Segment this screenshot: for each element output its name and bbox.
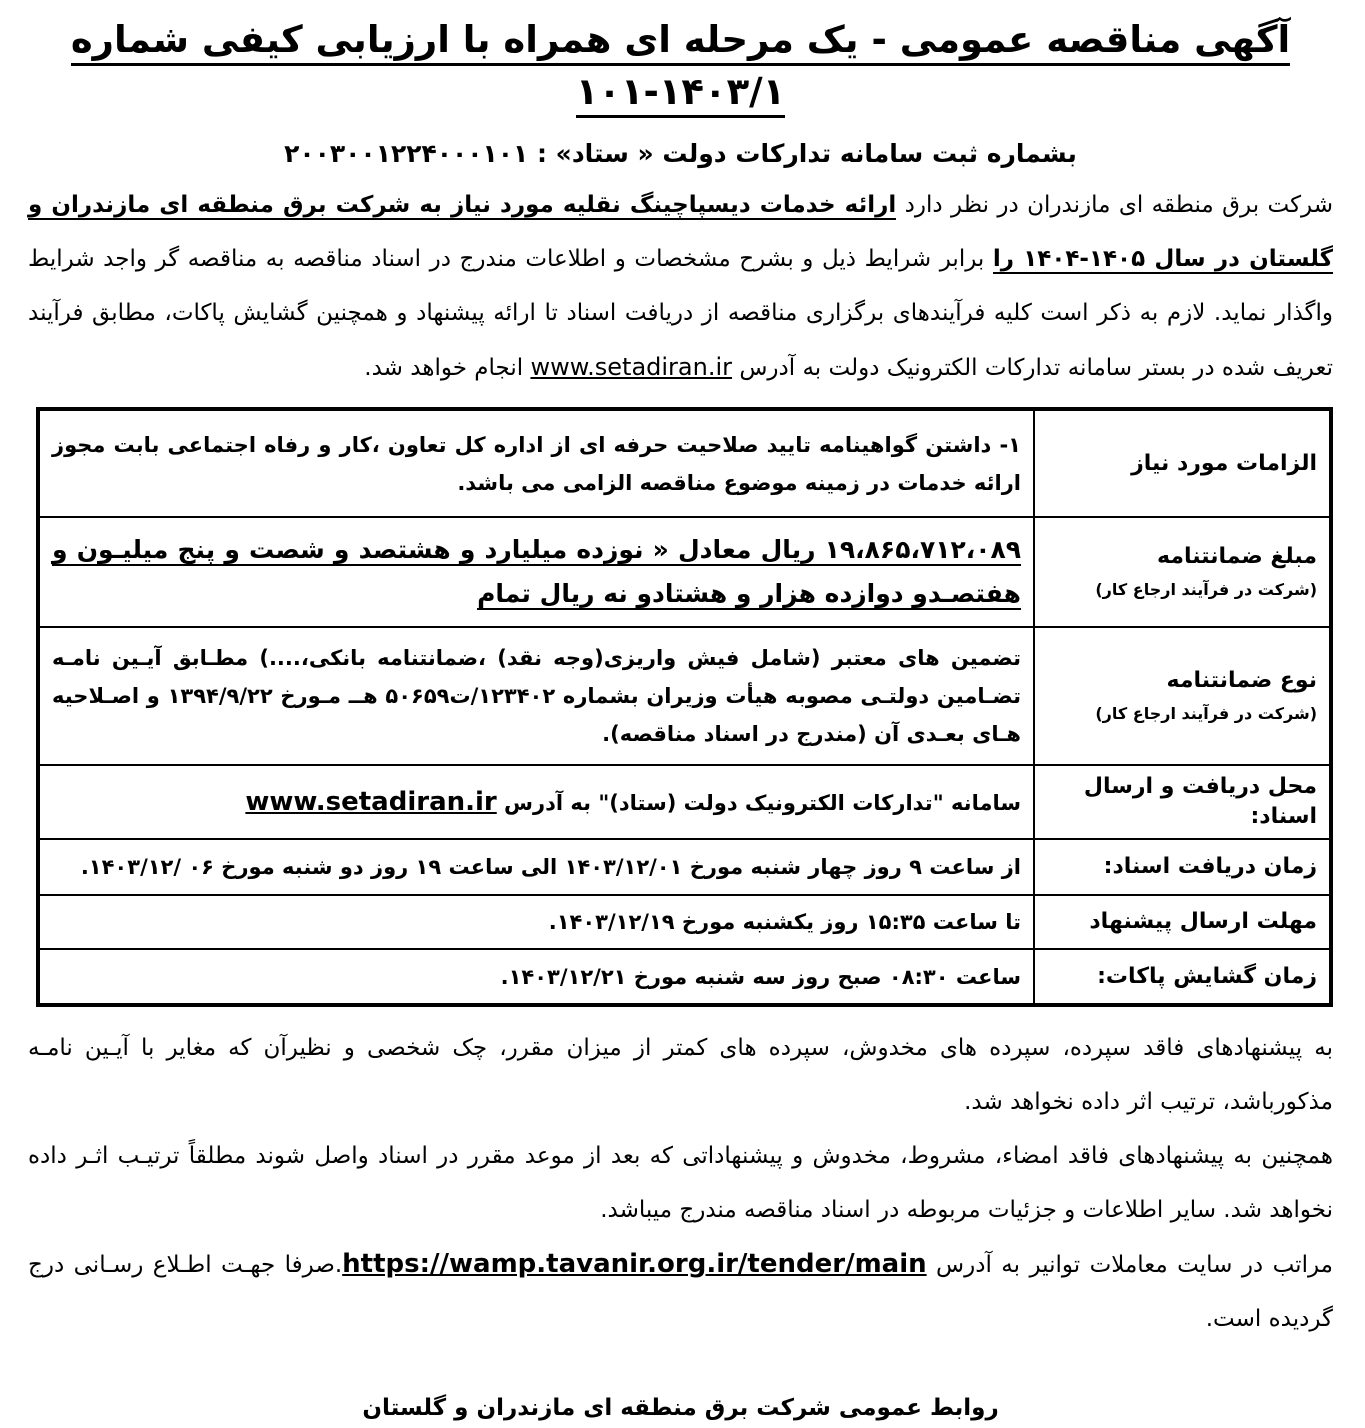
table-row (38, 409, 1331, 517)
submission-deadline-value: تا ساعت ۱۵:۳۵ روز یکشنبه مورخ ۱۴۰۳/۱۲/۱۹. (38, 895, 1034, 949)
documents-location-value: سامانه "تدارکات الکترونیک دولت (ستاد)" به آدرس www.setadiran.ir (38, 765, 1034, 839)
intro-text-cont: برابر شرایط ذیل و بشرح مشخصات و اطلاعات مندرج در اسناد مناقصه به مناقصه گر واجد شرایط واگذار نماید. لازم به ذکر است کلیه فرآیندهای برگزاری مناقصه از دریافت اسناد تا ارائه پیشنهاد و همچنین گشایش پاکات، مطابق فرآیند تعریف شده در بستر سامانه تدارکات الکترونیک دولت به آدرس (28, 246, 1333, 381)
footer-signature: روابط عمومی شرکت برق منطقه ای مازندران و گلستان (362, 1395, 999, 1421)
intro-paragraph (28, 178, 1333, 395)
table-row (38, 517, 1331, 627)
tavanir-note: مراتب در سایت معاملات توانیر به آدرس https://wamp.tavanir.org.ir/tender/main.صرفا جهـت اطـلاع رسـانی درج گردیده است. (28, 1249, 1333, 1332)
registration-number: بشماره ثبت سامانه تدارکات دولت « ستاد» : ۲۰۰۳۰۰۱۲۲۴۰۰۰۱۰۱ (284, 139, 1077, 168)
opening-time-value: ساعت ۰۸:۳۰ صبح روز سه شنبه مورخ ۱۴۰۳/۱۲/۲۱. (38, 949, 1034, 1005)
table-row (38, 627, 1331, 765)
submission-deadline-label: مهلت ارسال پیشنهاد (1034, 895, 1331, 949)
guarantee-type-label: نوع ضمانتنامه (شرکت در فرآیند ارجاع کار) (1034, 627, 1331, 765)
intro-text: شرکت برق منطقه ای مازندران در نظر دارد (896, 192, 1333, 218)
closing-paragraphs (28, 1021, 1333, 1346)
requirements-value: ۱- داشتن گواهینامه تایید صلاحیت حرفه ای از اداره کل تعاون ،کار و رفاه اجتماعی بابت مجوز ارائه خدمات در زمینه موضوع مناقصه الزامی می باشد. (38, 409, 1034, 517)
guarantee-type-value: تضمین های معتبر (شامل فیش واریزی(وجه نقد) ،ضمانتنامه بانکی،....) مطـابق آیـین نامـه تضـامین دولتـی مصوبه هیأت وزیران بشماره ۱۲۳۴۰۲/ت۵۰۶۵۹ هــ مـورخ ۱۳۹۴/۹/۲۲ و اصـلاحیه هـای بعـدی آن (مندرج در اسناد مناقصه). (38, 627, 1034, 765)
deposit-note: به پیشنهادهای فاقد سپرده، سپرده های مخدوش، سپرده های کمتر از میزان مقرر، چک شخصی و نظیرآن که مغایر با آیـین نامـه مذکورباشد، ترتیب اثر داده نخواهد شد. (28, 1035, 1333, 1115)
setadiran-table-link[interactable]: www.setadiran.ir (245, 786, 497, 817)
documents-location-label: محل دریافت و ارسال اسناد: (1034, 765, 1331, 839)
tender-subject: ارائه خدمات دیسپاچینگ نقلیه مورد نیاز به شرکت برق منطقه ای مازندران و گلستان در سال ۱۴۰۵-۱۴۰۴ را (28, 192, 1333, 272)
opening-time-label: زمان گشایش پاکات: (1034, 949, 1331, 1005)
table-row (38, 765, 1331, 839)
guarantee-amount-value: ۱۹،۸۶۵،۷۱۲،۰۸۹ ریال معادل « نوزده میلیارد و هشتصد و شصت و پنج میلیـون و هفتصـدو دوازده هزار و هشتادو نه ریال تمام (38, 517, 1034, 627)
notice-title: آگهی مناقصه عمومی - یک مرحله ای همراه با ارزیابی کیفی شماره ۱۴۰۳/۱-۱۰۱ (28, 14, 1333, 118)
table-row (38, 839, 1331, 895)
table-row (38, 949, 1331, 1005)
signature-note: همچنین به پیشنهادهای فاقد امضاء، مشروط، مخدوش و پیشنهاداتی که بعد از موعد مقرر در اسناد واصل شوند مطلقاً ترتیـب اثـر داده نخواهد شد. سایر اطلاعات و جزئیات مربوطه در اسناد مناقصه مندرج میباشد. (28, 1143, 1333, 1223)
setadiran-link[interactable]: www.setadiran.ir (530, 353, 733, 381)
documents-time-value: از ساعت ۹ روز چهار شنبه مورخ ۱۴۰۳/۱۲/۰۱ الی ساعت ۱۹ روز دو شنبه مورخ ۰۶ /۱۴۰۳/۱۲. (38, 839, 1034, 895)
requirements-table (36, 407, 1333, 1007)
requirements-label: الزامات مورد نیاز (1034, 409, 1331, 517)
guarantee-amount-label: مبلغ ضمانتنامه (شرکت در فرآیند ارجاع کار) (1034, 517, 1331, 627)
guarantee-amount-sub: (شرکت در فرآیند ارجاع کار) (1095, 580, 1317, 599)
intro-text-end: انجام خواهد شد. (364, 355, 531, 381)
tavanir-link[interactable]: https://wamp.tavanir.org.ir/tender/main (342, 1249, 927, 1279)
documents-time-label: زمان دریافت اسناد: (1034, 839, 1331, 895)
guarantee-type-sub: (شرکت در فرآیند ارجاع کار) (1095, 704, 1317, 723)
table-row (38, 895, 1331, 949)
tender-notice (28, 14, 1333, 1428)
